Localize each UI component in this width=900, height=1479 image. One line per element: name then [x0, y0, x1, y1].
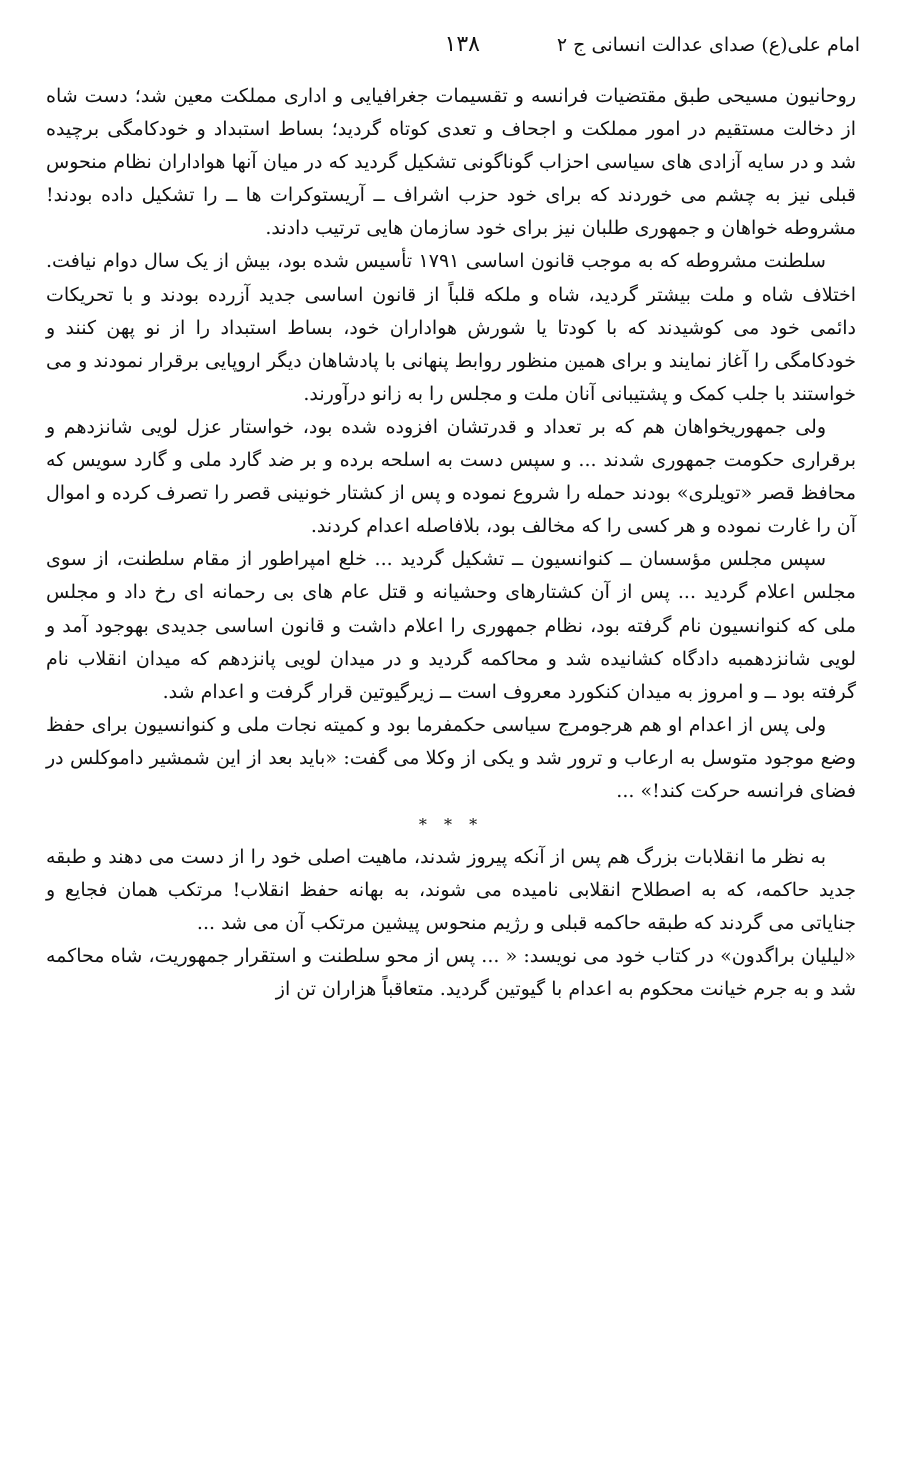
paragraph-6: به نظر ما انقلابات بزرگ هم پس از آنکه پیروز شدند، ماهیت اصلی خود را از دست می دهند و طبقه جدید حاکمه، که به اصطلاح انقلابی نامیده می شوند، به بهانه حفظ انقلاب! مرتکب همان فجایع و جنایاتی می گردند که طبقه حاکمه قبلی و رژیم منحوس پیشین مرتکب آن می شد ...	[46, 846, 856, 935]
body-text	[46, 80, 856, 1007]
paragraph-5: ولی پس از اعدام او هم هرجومرج سیاسی حکمفرما بود و کمیته نجات ملی و کنوانسیون برای حفظ وضع موجود متوسل به ارعاب و ترور شد و یکی از وکلا می گفت: «باید بعد از این شمشیر داموکلس در فضای فرانسه حرکت کند!» ...	[46, 713, 856, 802]
paragraph-7: «لیلیان براگدون» در کتاب خود می نویسد: « ... پس از محو سلطنت و استقرار جمهوریت، شاه محاکمه شد و به جرم خیانت محکوم به اعدام با گیوتین گردید. متعاقباً هزاران تن از	[46, 945, 856, 1001]
page-header	[40, 32, 860, 66]
paragraph-3: ولی جمهوریخواهان هم که بر تعداد و قدرتشان افزوده شده بود، خواستار عزل لویی شانزدهم و برقراری حکومت جمهوری شدند ... و سپس دست به اسلحه برده و بر ضد گارد ملی و گارد سویس که محافظ قصر «تویلری» بودند حمله را شروع نموده و پس از کشتار خونینی قصر را تصرف کرده و اموال آن را غارت نموده و هر کسی را که مخالف بود، بلافاصله اعدام کردند.	[46, 415, 856, 538]
section-separator: * * *	[418, 815, 484, 835]
paragraph-1: روحانیون مسیحی طبق مقتضیات فرانسه و تقسیمات جغرافیایی و اداری مملکت معین شد؛ دست شاه از دخالت مستقیم در امور مملکت و اجحاف و تعدی کوتاه گردید؛ بساط استبداد و خودکامگی برچیده شد و در سایه آزادی های سیاسی احزاب گوناگونی تشکیل گردید که در میان آنها هواداران نظام منحوس قبلی نیز به چشم می خوردند که برای خود حزب اشراف ــ آریستوکرات ها ــ را تشکیل داده بودند! مشروطه خواهان و جمهوری طلبان نیز برای خود سازمان هایی ترتیب دادند.	[46, 85, 856, 240]
paragraph-4: سپس مجلس مؤسسان ــ کنوانسیون ــ تشکیل گردید ... خلع امپراطور از مقام سلطنت، از سوی مجلس اعلام گردید ... پس از آن کشتارهای وحشیانه و قتل عام های بی رحمانه ای رخ داد و مجلس ملی که کنوانسیون نام گرفته بود، نظام جمهوری را اعلام داشت و قانون اساسی جدیدی بهوجود آمد و لویی شانزدهمبه دادگاه کشانیده شد و محاکمه گردید و در میدان لویی پانزدهم که میدان انقلاب نام گرفته بود ــ و امروز به میدان کنکورد معروف است ــ زیرگیوتین قرار گرفت و اعدام شد.	[46, 548, 856, 703]
page-number: ۱۳۸	[444, 32, 480, 57]
paragraph-2: سلطنت مشروطه که به موجب قانون اساسی ۱۷۹۱ تأسیس شده بود، بیش از یک سال دوام نیافت. اختلاف شاه و ملت بیشتر گردید، شاه و ملکه قلباً از قانون اساسی جدید آزرده بودند و با تحریکات دائمی خود می کوشیدند که با کودتا یا شورش هواداران خود، بساط استبداد را از نو پهن کنند و خودکامگی را آغاز نمایند و برای همین منظور روابط پنهانی با پادشاهان دیگر اروپایی برقرار نمودند و می خواستند با جلب کمک و پشتیبانی آنان ملت و مجلس را به زانو درآورند.	[46, 250, 856, 405]
book-title: امام علی(ع) صدای عدالت انسانی ج ۲	[556, 34, 860, 56]
